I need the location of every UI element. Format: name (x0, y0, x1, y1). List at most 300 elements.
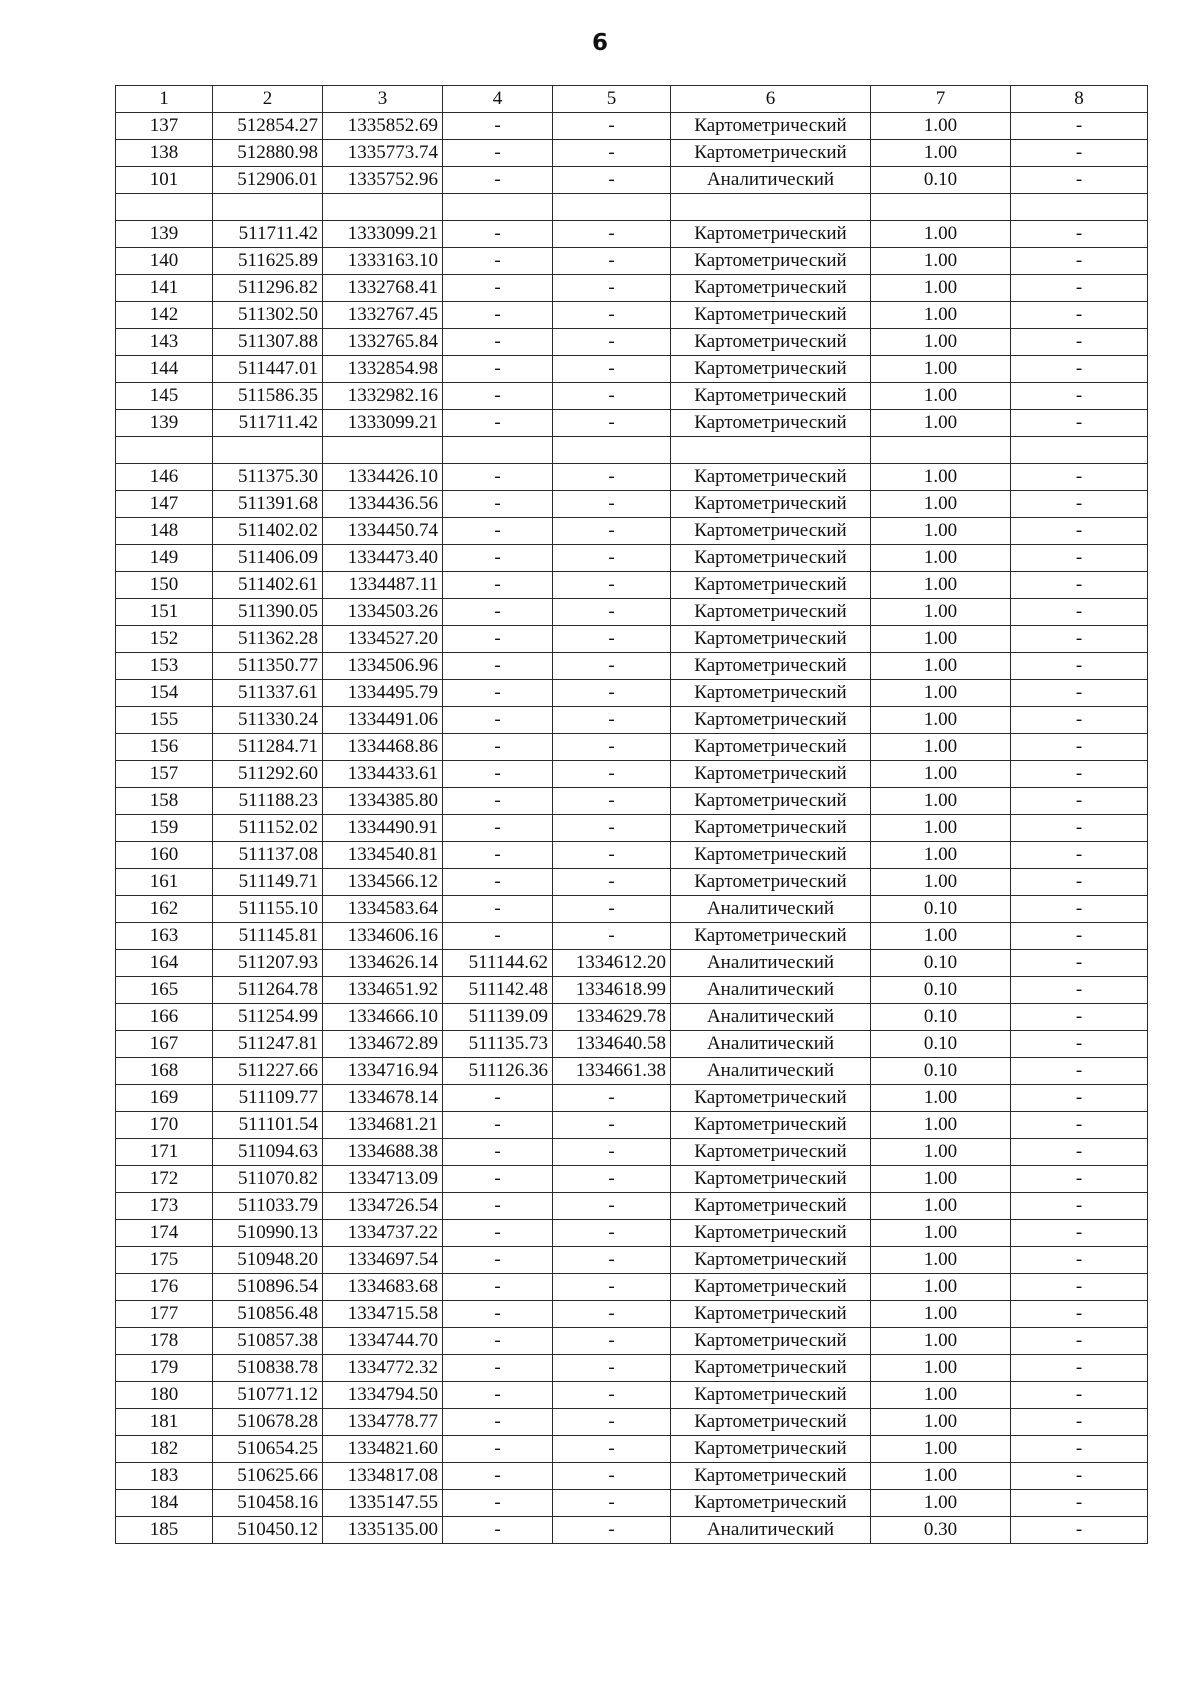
cell-coord-x-alt: - (443, 896, 553, 923)
cell-method: Картометрический (671, 302, 871, 329)
table-row (116, 1004, 1148, 1031)
cell-coord-y-alt: - (553, 1112, 671, 1139)
cell-accuracy: 1.00 (871, 1166, 1011, 1193)
cell-coord-x-alt: - (443, 248, 553, 275)
cell-point-number: 182 (116, 1436, 213, 1463)
cell-accuracy: 1.00 (871, 383, 1011, 410)
header-cell-4: 4 (443, 86, 553, 113)
cell-method: Картометрический (671, 1301, 871, 1328)
cell-point-number: 155 (116, 707, 213, 734)
cell-point-number: 147 (116, 491, 213, 518)
cell-coord-x-alt: - (443, 788, 553, 815)
cell-coord-x: 511307.88 (213, 329, 323, 356)
cell-coord-x: 511070.82 (213, 1166, 323, 1193)
cell-point-number: 143 (116, 329, 213, 356)
cell-method: Картометрический (671, 1166, 871, 1193)
cell-note: - (1011, 383, 1148, 410)
cell-coord-x-alt: - (443, 1436, 553, 1463)
cell-accuracy: 1.00 (871, 410, 1011, 437)
cell-note: - (1011, 275, 1148, 302)
cell-coord-x: 510896.54 (213, 1274, 323, 1301)
cell-note: - (1011, 1193, 1148, 1220)
cell-coord-x: 511155.10 (213, 896, 323, 923)
cell-accuracy: 1.00 (871, 788, 1011, 815)
table-row (116, 518, 1148, 545)
cell-method: Аналитический (671, 977, 871, 1004)
cell-accuracy: 1.00 (871, 140, 1011, 167)
cell-coord-y: 1334726.54 (323, 1193, 443, 1220)
cell-coord-y: 1334713.09 (323, 1166, 443, 1193)
cell-coord-x-alt: - (443, 518, 553, 545)
cell-coord-x-alt: - (443, 1382, 553, 1409)
cell-coord-y: 1335852.69 (323, 113, 443, 140)
cell-coord-x: 510948.20 (213, 1247, 323, 1274)
cell-point-number: 169 (116, 1085, 213, 1112)
cell-note: - (1011, 815, 1148, 842)
cell-point-number: 170 (116, 1112, 213, 1139)
cell-coord-x: 511284.71 (213, 734, 323, 761)
cell-coord-y: 1334491.06 (323, 707, 443, 734)
cell-coord-y: 1334651.92 (323, 977, 443, 1004)
cell-coord-y-alt: - (553, 1166, 671, 1193)
cell-coord-y: 1333163.10 (323, 248, 443, 275)
cell-note: - (1011, 1274, 1148, 1301)
table-row (116, 1220, 1148, 1247)
cell-point-number: 168 (116, 1058, 213, 1085)
header-cell-5: 5 (553, 86, 671, 113)
cell-note: - (1011, 248, 1148, 275)
cell-note: - (1011, 896, 1148, 923)
cell-method: Картометрический (671, 1112, 871, 1139)
table-row (116, 302, 1148, 329)
cell-method: Картометрический (671, 518, 871, 545)
cell-coord-x-alt: - (443, 1463, 553, 1490)
cell-point-number: 157 (116, 761, 213, 788)
cell-point-number: 140 (116, 248, 213, 275)
cell-coord-x-alt: - (443, 1193, 553, 1220)
cell-accuracy: 1.00 (871, 1220, 1011, 1247)
cell-coord-x: 511330.24 (213, 707, 323, 734)
cell-coord-x: 512854.27 (213, 113, 323, 140)
cell-note: - (1011, 1328, 1148, 1355)
cell-coord-y-alt (553, 194, 671, 221)
cell-coord-x: 510838.78 (213, 1355, 323, 1382)
cell-coord-y: 1334527.20 (323, 626, 443, 653)
table-row (116, 383, 1148, 410)
table-row (116, 1463, 1148, 1490)
table-row (116, 788, 1148, 815)
cell-accuracy: 1.00 (871, 1328, 1011, 1355)
cell-coord-y-alt: - (553, 1436, 671, 1463)
cell-coord-x-alt: - (443, 1247, 553, 1274)
cell-coord-x: 511586.35 (213, 383, 323, 410)
table-row (116, 977, 1148, 1004)
cell-accuracy: 1.00 (871, 869, 1011, 896)
table-row (116, 1436, 1148, 1463)
cell-coord-y: 1334566.12 (323, 869, 443, 896)
cell-coord-y: 1334772.32 (323, 1355, 443, 1382)
cell-accuracy: 1.00 (871, 1112, 1011, 1139)
cell-coord-y: 1335752.96 (323, 167, 443, 194)
cell-point-number: 180 (116, 1382, 213, 1409)
cell-coord-x: 511362.28 (213, 626, 323, 653)
cell-coord-x-alt: - (443, 599, 553, 626)
cell-coord-y-alt: - (553, 356, 671, 383)
table-row (116, 437, 1148, 464)
cell-accuracy: 0.10 (871, 977, 1011, 1004)
cell-coord-y-alt: - (553, 410, 671, 437)
cell-accuracy: 1.00 (871, 1274, 1011, 1301)
cell-coord-y: 1334681.21 (323, 1112, 443, 1139)
cell-point-number: 185 (116, 1517, 213, 1544)
cell-coord-x: 511447.01 (213, 356, 323, 383)
cell-coord-x-alt: - (443, 491, 553, 518)
cell-accuracy: 1.00 (871, 302, 1011, 329)
cell-coord-y-alt: - (553, 599, 671, 626)
cell-point-number: 173 (116, 1193, 213, 1220)
cell-coord-y (323, 194, 443, 221)
cell-coord-y-alt: - (553, 140, 671, 167)
cell-coord-x-alt: - (443, 464, 553, 491)
cell-coord-x: 510654.25 (213, 1436, 323, 1463)
cell-coord-y: 1332765.84 (323, 329, 443, 356)
table-row (116, 923, 1148, 950)
cell-note: - (1011, 734, 1148, 761)
table-header-row (116, 86, 1148, 113)
cell-method: Картометрический (671, 356, 871, 383)
cell-coord-y-alt: - (553, 626, 671, 653)
cell-note: - (1011, 788, 1148, 815)
cell-coord-x: 511375.30 (213, 464, 323, 491)
cell-coord-x: 511406.09 (213, 545, 323, 572)
cell-coord-x: 510625.66 (213, 1463, 323, 1490)
cell-note: - (1011, 977, 1148, 1004)
cell-point-number: 183 (116, 1463, 213, 1490)
cell-coord-x-alt: 511126.36 (443, 1058, 553, 1085)
cell-coord-y-alt: - (553, 545, 671, 572)
cell-accuracy: 1.00 (871, 815, 1011, 842)
cell-point-number: 175 (116, 1247, 213, 1274)
cell-method: Картометрический (671, 653, 871, 680)
cell-coord-x: 511402.61 (213, 572, 323, 599)
cell-note: - (1011, 1085, 1148, 1112)
cell-note: - (1011, 1058, 1148, 1085)
table-row (116, 707, 1148, 734)
cell-method: Картометрический (671, 734, 871, 761)
cell-coord-y: 1334744.70 (323, 1328, 443, 1355)
table-row (116, 896, 1148, 923)
cell-point-number: 154 (116, 680, 213, 707)
cell-point-number: 164 (116, 950, 213, 977)
cell-accuracy: 1.00 (871, 761, 1011, 788)
cell-point-number: 160 (116, 842, 213, 869)
cell-coord-x: 510450.12 (213, 1517, 323, 1544)
cell-coord-y: 1334821.60 (323, 1436, 443, 1463)
cell-accuracy: 1.00 (871, 1463, 1011, 1490)
cell-coord-x-alt: - (443, 653, 553, 680)
cell-note: - (1011, 1004, 1148, 1031)
cell-coord-x-alt: - (443, 1328, 553, 1355)
cell-coord-x: 511033.79 (213, 1193, 323, 1220)
table-row (116, 626, 1148, 653)
cell-point-number: 163 (116, 923, 213, 950)
cell-point-number: 158 (116, 788, 213, 815)
cell-point-number: 165 (116, 977, 213, 1004)
cell-coord-y: 1332854.98 (323, 356, 443, 383)
cell-coord-x-alt: 511135.73 (443, 1031, 553, 1058)
cell-accuracy: 1.00 (871, 113, 1011, 140)
cell-accuracy (871, 437, 1011, 464)
cell-point-number: 176 (116, 1274, 213, 1301)
cell-coord-y: 1334678.14 (323, 1085, 443, 1112)
cell-note (1011, 437, 1148, 464)
cell-coord-x: 510857.38 (213, 1328, 323, 1355)
table-row (116, 1166, 1148, 1193)
cell-method: Картометрический (671, 842, 871, 869)
cell-coord-y: 1334778.77 (323, 1409, 443, 1436)
cell-method (671, 437, 871, 464)
cell-coord-x-alt: 511139.09 (443, 1004, 553, 1031)
cell-accuracy: 1.00 (871, 1490, 1011, 1517)
cell-method: Аналитический (671, 896, 871, 923)
cell-coord-y-alt: - (553, 275, 671, 302)
cell-coord-y-alt: - (553, 1409, 671, 1436)
table-row (116, 1517, 1148, 1544)
cell-coord-y: 1334473.40 (323, 545, 443, 572)
cell-note: - (1011, 356, 1148, 383)
cell-coord-y-alt: 1334661.38 (553, 1058, 671, 1085)
cell-coord-x-alt: - (443, 815, 553, 842)
cell-note (1011, 194, 1148, 221)
cell-point-number: 149 (116, 545, 213, 572)
cell-coord-y-alt: 1334640.58 (553, 1031, 671, 1058)
cell-note: - (1011, 167, 1148, 194)
cell-coord-y-alt: - (553, 167, 671, 194)
cell-coord-y-alt: - (553, 869, 671, 896)
cell-accuracy: 0.10 (871, 167, 1011, 194)
cell-method: Картометрический (671, 815, 871, 842)
cell-coord-x-alt: - (443, 329, 553, 356)
cell-coord-x-alt: - (443, 734, 553, 761)
cell-coord-x-alt (443, 437, 553, 464)
cell-method: Картометрический (671, 869, 871, 896)
cell-coord-y: 1332982.16 (323, 383, 443, 410)
cell-coord-y-alt: - (553, 302, 671, 329)
cell-coord-y-alt (553, 437, 671, 464)
cell-coord-y-alt: - (553, 788, 671, 815)
cell-accuracy: 1.00 (871, 734, 1011, 761)
cell-coord-y-alt: 1334629.78 (553, 1004, 671, 1031)
cell-accuracy (871, 194, 1011, 221)
cell-coord-x-alt: - (443, 545, 553, 572)
cell-coord-x: 511390.05 (213, 599, 323, 626)
cell-note: - (1011, 329, 1148, 356)
cell-method: Картометрический (671, 1085, 871, 1112)
cell-accuracy: 0.10 (871, 1031, 1011, 1058)
cell-coord-x: 511109.77 (213, 1085, 323, 1112)
cell-point-number: 162 (116, 896, 213, 923)
cell-coord-y-alt: - (553, 1247, 671, 1274)
cell-note: - (1011, 410, 1148, 437)
cell-coord-x: 511227.66 (213, 1058, 323, 1085)
cell-method: Картометрический (671, 707, 871, 734)
cell-point-number: 139 (116, 410, 213, 437)
cell-coord-x-alt: - (443, 1409, 553, 1436)
cell-coord-x-alt: - (443, 1274, 553, 1301)
cell-coord-y: 1332767.45 (323, 302, 443, 329)
cell-note: - (1011, 950, 1148, 977)
cell-coord-y-alt: - (553, 734, 671, 761)
cell-method: Картометрический (671, 1355, 871, 1382)
cell-method: Аналитический (671, 167, 871, 194)
cell-coord-x-alt: - (443, 1220, 553, 1247)
cell-coord-y-alt: - (553, 1301, 671, 1328)
cell-coord-x: 510856.48 (213, 1301, 323, 1328)
cell-note: - (1011, 1409, 1148, 1436)
cell-note: - (1011, 869, 1148, 896)
table-row (116, 1112, 1148, 1139)
cell-accuracy: 1.00 (871, 275, 1011, 302)
cell-accuracy: 0.10 (871, 1004, 1011, 1031)
cell-method: Картометрический (671, 329, 871, 356)
cell-coord-y-alt: - (553, 572, 671, 599)
cell-method (671, 194, 871, 221)
cell-coord-y: 1334433.61 (323, 761, 443, 788)
cell-coord-y-alt: - (553, 815, 671, 842)
cell-coord-y: 1333099.21 (323, 221, 443, 248)
table-row (116, 113, 1148, 140)
cell-accuracy: 1.00 (871, 842, 1011, 869)
cell-coord-y-alt: - (553, 491, 671, 518)
cell-note: - (1011, 707, 1148, 734)
cell-coord-x (213, 437, 323, 464)
cell-coord-x: 510771.12 (213, 1382, 323, 1409)
cell-note: - (1011, 653, 1148, 680)
cell-coord-x-alt: - (443, 1517, 553, 1544)
table-row (116, 1355, 1148, 1382)
cell-method: Картометрический (671, 1463, 871, 1490)
cell-coord-y: 1334503.26 (323, 599, 443, 626)
cell-coord-y: 1334737.22 (323, 1220, 443, 1247)
cell-point-number: 144 (116, 356, 213, 383)
cell-coord-y-alt: - (553, 1220, 671, 1247)
table-row (116, 275, 1148, 302)
cell-coord-y: 1334794.50 (323, 1382, 443, 1409)
cell-coord-y-alt: - (553, 383, 671, 410)
cell-note: - (1011, 221, 1148, 248)
table-row (116, 572, 1148, 599)
cell-method: Картометрический (671, 491, 871, 518)
cell-method: Картометрический (671, 410, 871, 437)
cell-point-number: 153 (116, 653, 213, 680)
cell-note: - (1011, 842, 1148, 869)
table-row (116, 140, 1148, 167)
header-cell-2: 2 (213, 86, 323, 113)
header-cell-1: 1 (116, 86, 213, 113)
cell-note: - (1011, 1301, 1148, 1328)
cell-method: Картометрический (671, 221, 871, 248)
cell-coord-x: 512880.98 (213, 140, 323, 167)
cell-point-number: 101 (116, 167, 213, 194)
cell-point-number: 181 (116, 1409, 213, 1436)
table-row (116, 221, 1148, 248)
cell-coord-x-alt: - (443, 923, 553, 950)
cell-coord-x-alt: - (443, 275, 553, 302)
cell-coord-y-alt: - (553, 653, 671, 680)
cell-coord-y-alt: - (553, 1274, 671, 1301)
cell-coord-y-alt: - (553, 1328, 671, 1355)
cell-coord-y-alt: - (553, 1085, 671, 1112)
table-row (116, 653, 1148, 680)
cell-method: Картометрический (671, 1490, 871, 1517)
cell-coord-y-alt: - (553, 113, 671, 140)
cell-accuracy: 1.00 (871, 248, 1011, 275)
table-row (116, 1193, 1148, 1220)
cell-coord-y-alt: 1334618.99 (553, 977, 671, 1004)
cell-coord-x-alt: - (443, 1139, 553, 1166)
cell-method: Картометрический (671, 599, 871, 626)
cell-point-number (116, 194, 213, 221)
table-row (116, 950, 1148, 977)
cell-coord-x-alt: - (443, 680, 553, 707)
cell-point-number: 151 (116, 599, 213, 626)
cell-coord-x: 510990.13 (213, 1220, 323, 1247)
cell-note: - (1011, 464, 1148, 491)
cell-accuracy: 1.00 (871, 1247, 1011, 1274)
cell-coord-y: 1334495.79 (323, 680, 443, 707)
table-row (116, 464, 1148, 491)
cell-note: - (1011, 140, 1148, 167)
cell-coord-y: 1335147.55 (323, 1490, 443, 1517)
cell-accuracy: 1.00 (871, 1193, 1011, 1220)
cell-note: - (1011, 1436, 1148, 1463)
cell-method: Аналитический (671, 1031, 871, 1058)
cell-coord-y: 1334715.58 (323, 1301, 443, 1328)
cell-coord-y-alt: - (553, 1139, 671, 1166)
cell-coord-x: 511101.54 (213, 1112, 323, 1139)
cell-accuracy: 1.00 (871, 464, 1011, 491)
cell-note: - (1011, 491, 1148, 518)
cell-coord-y: 1334583.64 (323, 896, 443, 923)
cell-coord-x-alt: - (443, 842, 553, 869)
cell-coord-x-alt: - (443, 221, 553, 248)
cell-note: - (1011, 1490, 1148, 1517)
cell-point-number: 161 (116, 869, 213, 896)
table-body (116, 86, 1148, 1544)
cell-method: Картометрический (671, 1382, 871, 1409)
cell-coord-y: 1334683.68 (323, 1274, 443, 1301)
cell-coord-x-alt: - (443, 1112, 553, 1139)
cell-coord-y-alt: - (553, 1463, 671, 1490)
table-row (116, 356, 1148, 383)
cell-coord-x: 511337.61 (213, 680, 323, 707)
cell-coord-y: 1335773.74 (323, 140, 443, 167)
cell-method: Картометрический (671, 923, 871, 950)
cell-coord-y-alt: - (553, 1382, 671, 1409)
cell-method: Картометрический (671, 248, 871, 275)
cell-accuracy: 1.00 (871, 626, 1011, 653)
cell-coord-y: 1334666.10 (323, 1004, 443, 1031)
table-row (116, 869, 1148, 896)
cell-coord-x: 510678.28 (213, 1409, 323, 1436)
table-row (116, 1058, 1148, 1085)
cell-method: Аналитический (671, 950, 871, 977)
cell-accuracy: 1.00 (871, 329, 1011, 356)
cell-accuracy: 1.00 (871, 680, 1011, 707)
table-row (116, 1328, 1148, 1355)
cell-method: Аналитический (671, 1004, 871, 1031)
cell-coord-y-alt: - (553, 464, 671, 491)
